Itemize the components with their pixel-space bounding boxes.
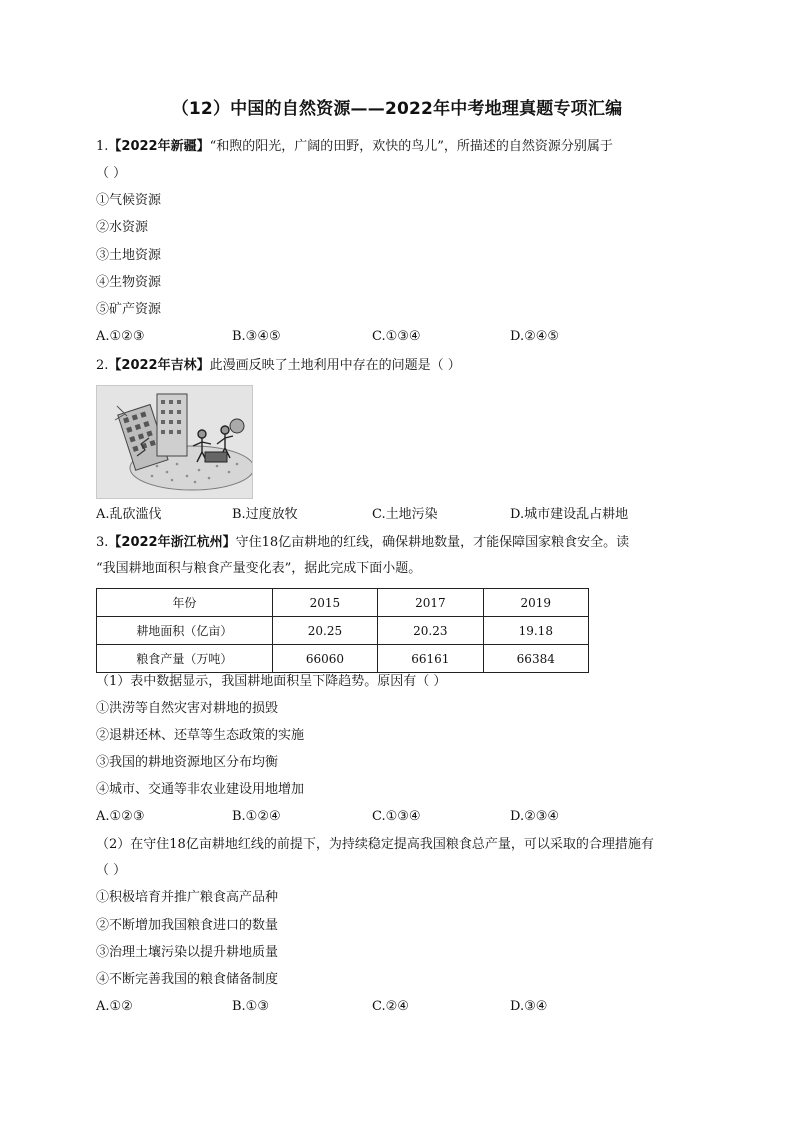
table-row	[97, 645, 589, 673]
question-source: 【2022年浙江杭州】	[108, 535, 236, 550]
table-header-cell: 年份	[97, 589, 273, 617]
table-header-cell: 2015	[272, 589, 377, 617]
table-row	[97, 617, 589, 645]
question-text: “和煦的阳光，广阔的田野，欢快的鸟儿”，所描述的自然资源分别属于	[209, 139, 613, 154]
option-b: B.①③	[232, 999, 269, 1014]
table-header-cell: 2017	[378, 589, 483, 617]
option-c: C.②④	[372, 999, 409, 1014]
sub-question-2-stem: （2）在守住18亿亩耕地红线的前提下，为持续稳定提高我国粮食总产量，可以采取的合理措施有	[96, 837, 654, 852]
table-cell: 20.23	[378, 617, 483, 645]
list-item: ③土地资源	[96, 248, 162, 263]
list-item: ①洪涝等自然灾害对耕地的损毁	[96, 701, 279, 716]
table-cell: 粮食产量（万吨）	[97, 645, 273, 673]
option-d: D.②④⑤	[510, 329, 560, 344]
question-number: 3.	[96, 535, 109, 550]
answer-blank: （ ）	[96, 166, 127, 181]
option-a: A.①②③	[96, 329, 145, 344]
option-a: A.乱砍滥伐	[96, 507, 162, 522]
table-cell: 66384	[483, 645, 588, 673]
sub-question-1-stem: （1）表中数据显示，我国耕地面积呈下降趋势。原因有（ ）	[96, 674, 447, 689]
list-item: ②退耕还林、还草等生态政策的实施	[96, 728, 305, 743]
question-2-stem	[96, 357, 461, 375]
question-source: 【2022年新疆】	[108, 139, 210, 154]
answer-blank: （ ）	[96, 863, 127, 878]
question-text: 守住18亿亩耕地的红线，确保耕地数量，才能保障国家粮食安全。读	[235, 535, 630, 550]
question-3-stem	[96, 534, 629, 552]
option-b: B.过度放牧	[232, 507, 298, 522]
list-item: ⑤矿产资源	[96, 302, 162, 317]
option-a: A.①②③	[96, 809, 145, 824]
option-c: C.①③④	[372, 809, 421, 824]
cartoon-image	[96, 385, 253, 499]
list-item: ②不断增加我国粮食进口的数量	[96, 918, 279, 933]
page-title: （12）中国的自然资源——2022年中考地理真题专项汇编	[171, 99, 623, 119]
option-b: B.③④⑤	[232, 329, 281, 344]
list-item: ④城市、交通等非农业建设用地增加	[96, 782, 305, 797]
question-number: 2.	[96, 358, 109, 373]
table-cell: 66161	[378, 645, 483, 673]
table-cell: 19.18	[483, 617, 588, 645]
option-c: C.①③④	[372, 329, 421, 344]
table-header-cell: 2019	[483, 589, 588, 617]
list-item: ④生物资源	[96, 275, 162, 290]
list-item: ①积极培育并推广粮食高产品种	[96, 890, 279, 905]
option-d: D.②③④	[510, 809, 560, 824]
list-item: ③治理土壤污染以提升耕地质量	[96, 945, 279, 960]
list-item: ②水资源	[96, 220, 149, 235]
question-3-stem-continued: “我国耕地面积与粮食产量变化表”，据此完成下面小题。	[96, 561, 422, 576]
option-d: D.③④	[510, 999, 548, 1014]
table-header-row	[97, 589, 589, 617]
table-cell: 66060	[272, 645, 377, 673]
list-item: ④不断完善我国的粮食储备制度	[96, 972, 279, 987]
option-b: B.①②④	[232, 809, 281, 824]
question-text: 此漫画反映了土地利用中存在的问题是（ ）	[209, 358, 461, 373]
question-1-stem	[96, 138, 613, 156]
list-item: ③我国的耕地资源地区分布均衡	[96, 755, 279, 770]
question-number: 1.	[96, 139, 109, 154]
option-a: A.①②	[96, 999, 133, 1014]
option-c: C.土地污染	[372, 507, 438, 522]
list-item: ①气候资源	[96, 193, 162, 208]
table-cell: 耕地面积（亿亩）	[97, 617, 273, 645]
question-source: 【2022年吉林】	[108, 358, 210, 373]
data-table	[96, 588, 589, 673]
table-cell: 20.25	[272, 617, 377, 645]
option-d: D.城市建设乱占耕地	[510, 507, 629, 522]
